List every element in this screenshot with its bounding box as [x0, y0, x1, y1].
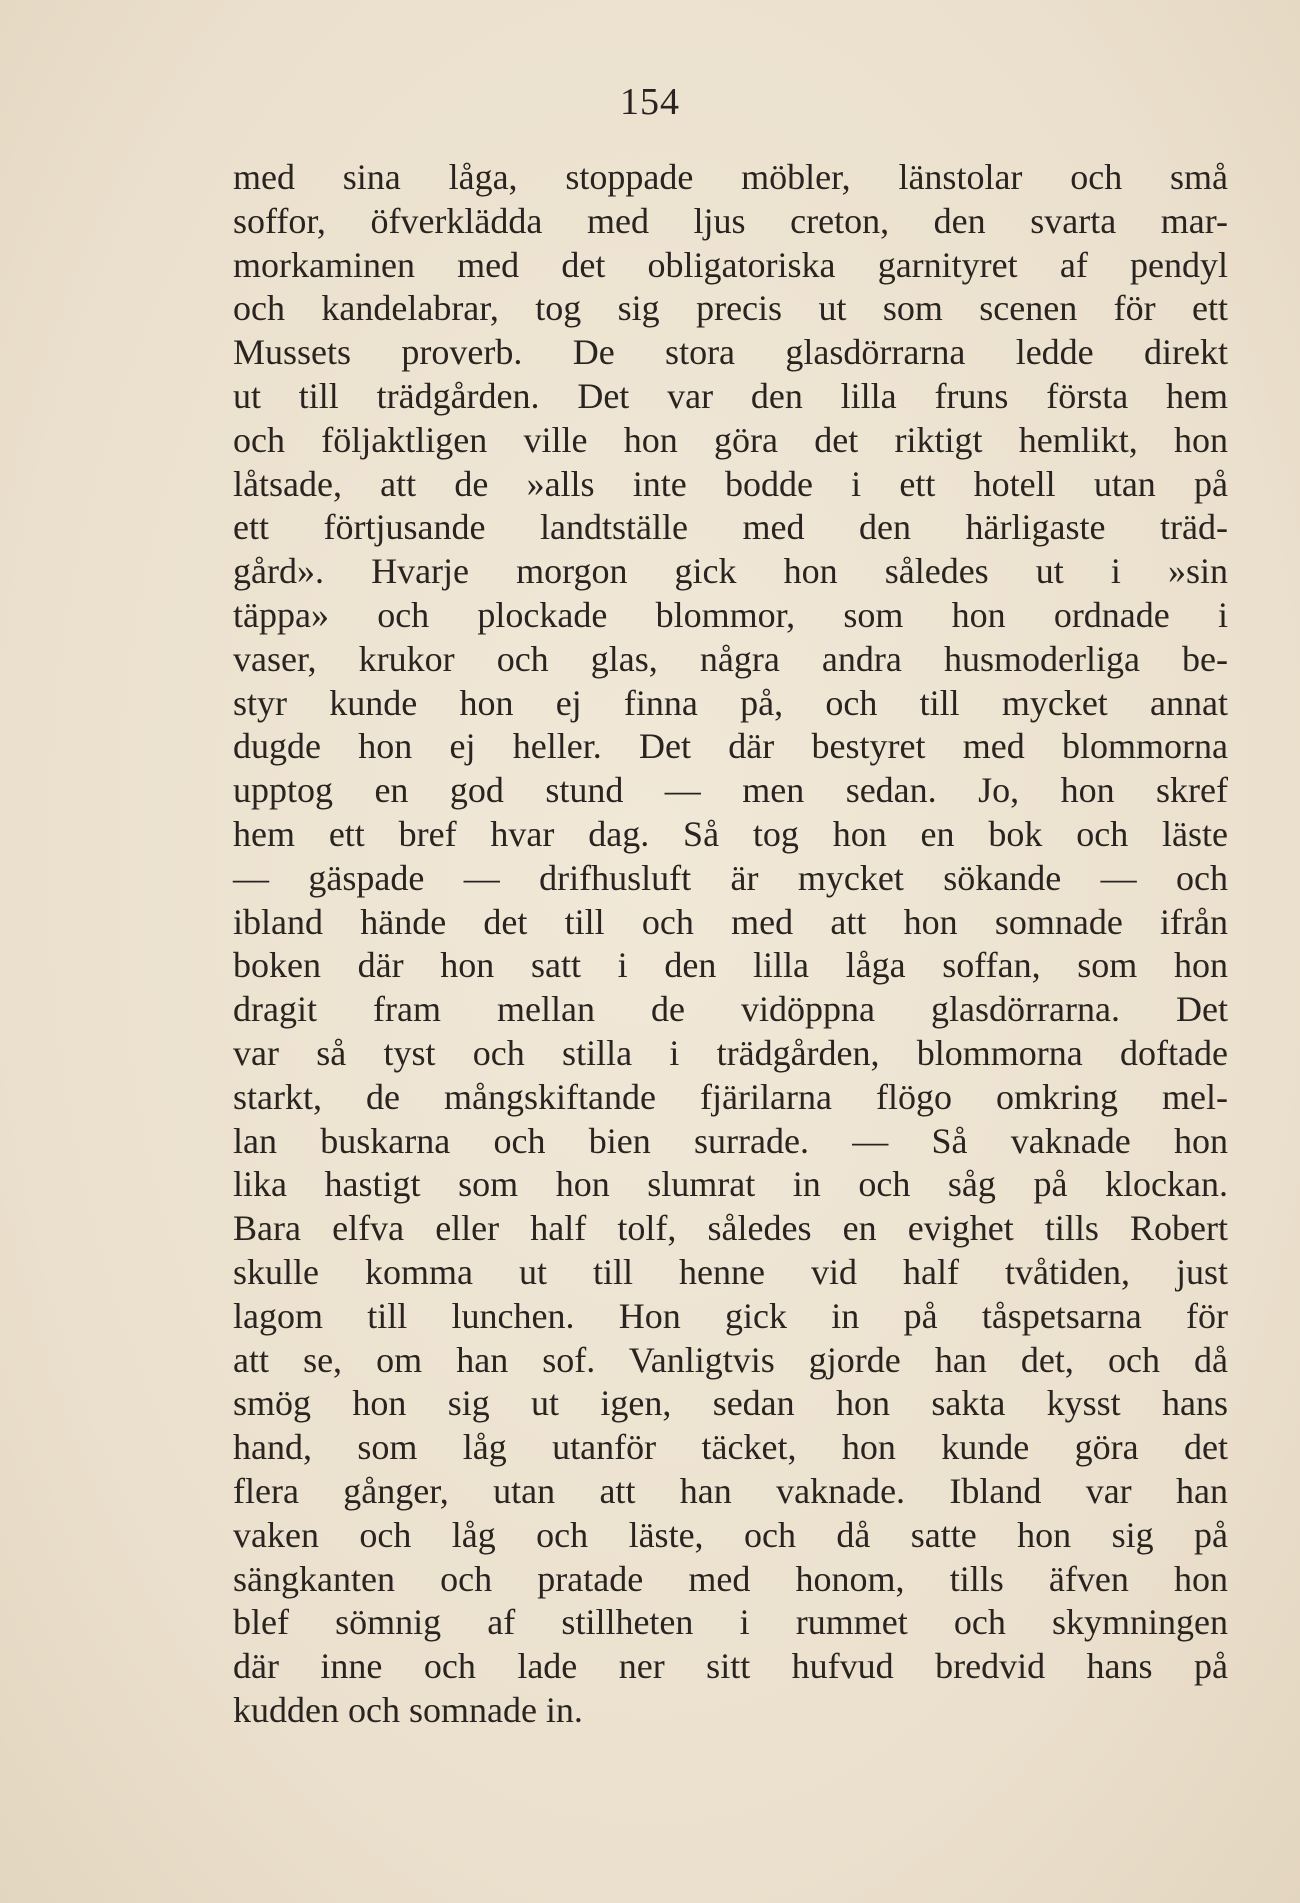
body-text [233, 156, 1228, 1733]
text-line: att se, om han sof. Vanligtvis gjorde han det, och då [233, 1339, 1228, 1380]
text-line: där inne och lade ner sitt hufvud bredvid hans på [233, 1646, 1228, 1687]
text-line: dragit fram mellan de vidöppna glasdörrarna. Det [233, 989, 1228, 1030]
text-line: flera gånger, utan att han vaknade. Ibland var han [233, 1470, 1228, 1511]
text-line: boken där hon satt i den lilla låga soffan, som hon [233, 945, 1228, 986]
text-line: skulle komma ut till henne vid half tvåtiden, just [233, 1251, 1228, 1292]
text-line: — gäspade — drifhusluft är mycket sökande — och [233, 857, 1228, 898]
text-line: ibland hände det till och med att hon somnade ifrån [233, 901, 1228, 942]
text-line: Bara elfva eller half tolf, således en evighet tills Robert [233, 1208, 1228, 1249]
text-line: och följaktligen ville hon göra det riktigt hemlikt, hon [233, 419, 1228, 460]
text-line: lan buskarna och bien surrade. — Så vaknade hon [233, 1120, 1228, 1161]
text-line: lika hastigt som hon slumrat in och såg på klockan. [233, 1164, 1228, 1205]
text-line: ut till trädgården. Det var den lilla fruns första hem [233, 375, 1228, 416]
text-line: ett förtjusande landtställe med den härligaste träd- [233, 507, 1228, 548]
text-line: lagom till lunchen. Hon gick in på tåspetsarna för [233, 1295, 1228, 1336]
text-line: låtsade, att de »alls inte bodde i ett hotell utan på [233, 463, 1228, 504]
text-line: med sina låga, stoppade möbler, länstolar och små [233, 157, 1228, 197]
text-line: soffor, öfverklädda med ljus creton, den svarta mar- [233, 200, 1228, 241]
text-line: sängkanten och pratade med honom, tills äfven hon [233, 1558, 1228, 1599]
text-line: blef sömnig af stillheten i rummet och skymningen [233, 1602, 1228, 1643]
text-line: vaken och låg och läste, och då satte hon sig på [233, 1514, 1228, 1555]
text-line: hand, som låg utanför täcket, hon kunde göra det [233, 1427, 1228, 1468]
page-number: 154 [620, 81, 680, 123]
text-line: och kandelabrar, tog sig precis ut som scenen för ett [233, 288, 1228, 329]
text-line: morkaminen med det obligatoriska garnityret af pendyl [233, 244, 1228, 285]
text-line: dugde hon ej heller. Det där bestyret med blommorna [233, 726, 1228, 767]
text-line: hem ett bref hvar dag. Så tog hon en bok och läste [233, 813, 1228, 854]
text-line: smög hon sig ut igen, sedan hon sakta kysst hans [233, 1383, 1228, 1424]
text-line: vaser, krukor och glas, några andra husmoderliga be- [233, 638, 1228, 679]
text-line: Mussets proverb. De stora glasdörrarna ledde direkt [233, 332, 1228, 373]
text-line: starkt, de mångskiftande fjärilarna flögo omkring mel- [233, 1076, 1228, 1117]
text-line: var så tyst och stilla i trädgården, blommorna doftade [233, 1032, 1228, 1073]
text-line: täppa» och plockade blommor, som hon ordnade i [233, 594, 1228, 635]
text-line: upptog en god stund — men sedan. Jo, hon skref [233, 770, 1228, 811]
text-line: kudden och somnade in. [233, 1689, 583, 1730]
text-line: gård». Hvarje morgon gick hon således ut i »sin [233, 551, 1228, 592]
text-line: styr kunde hon ej finna på, och till mycket annat [233, 682, 1228, 723]
